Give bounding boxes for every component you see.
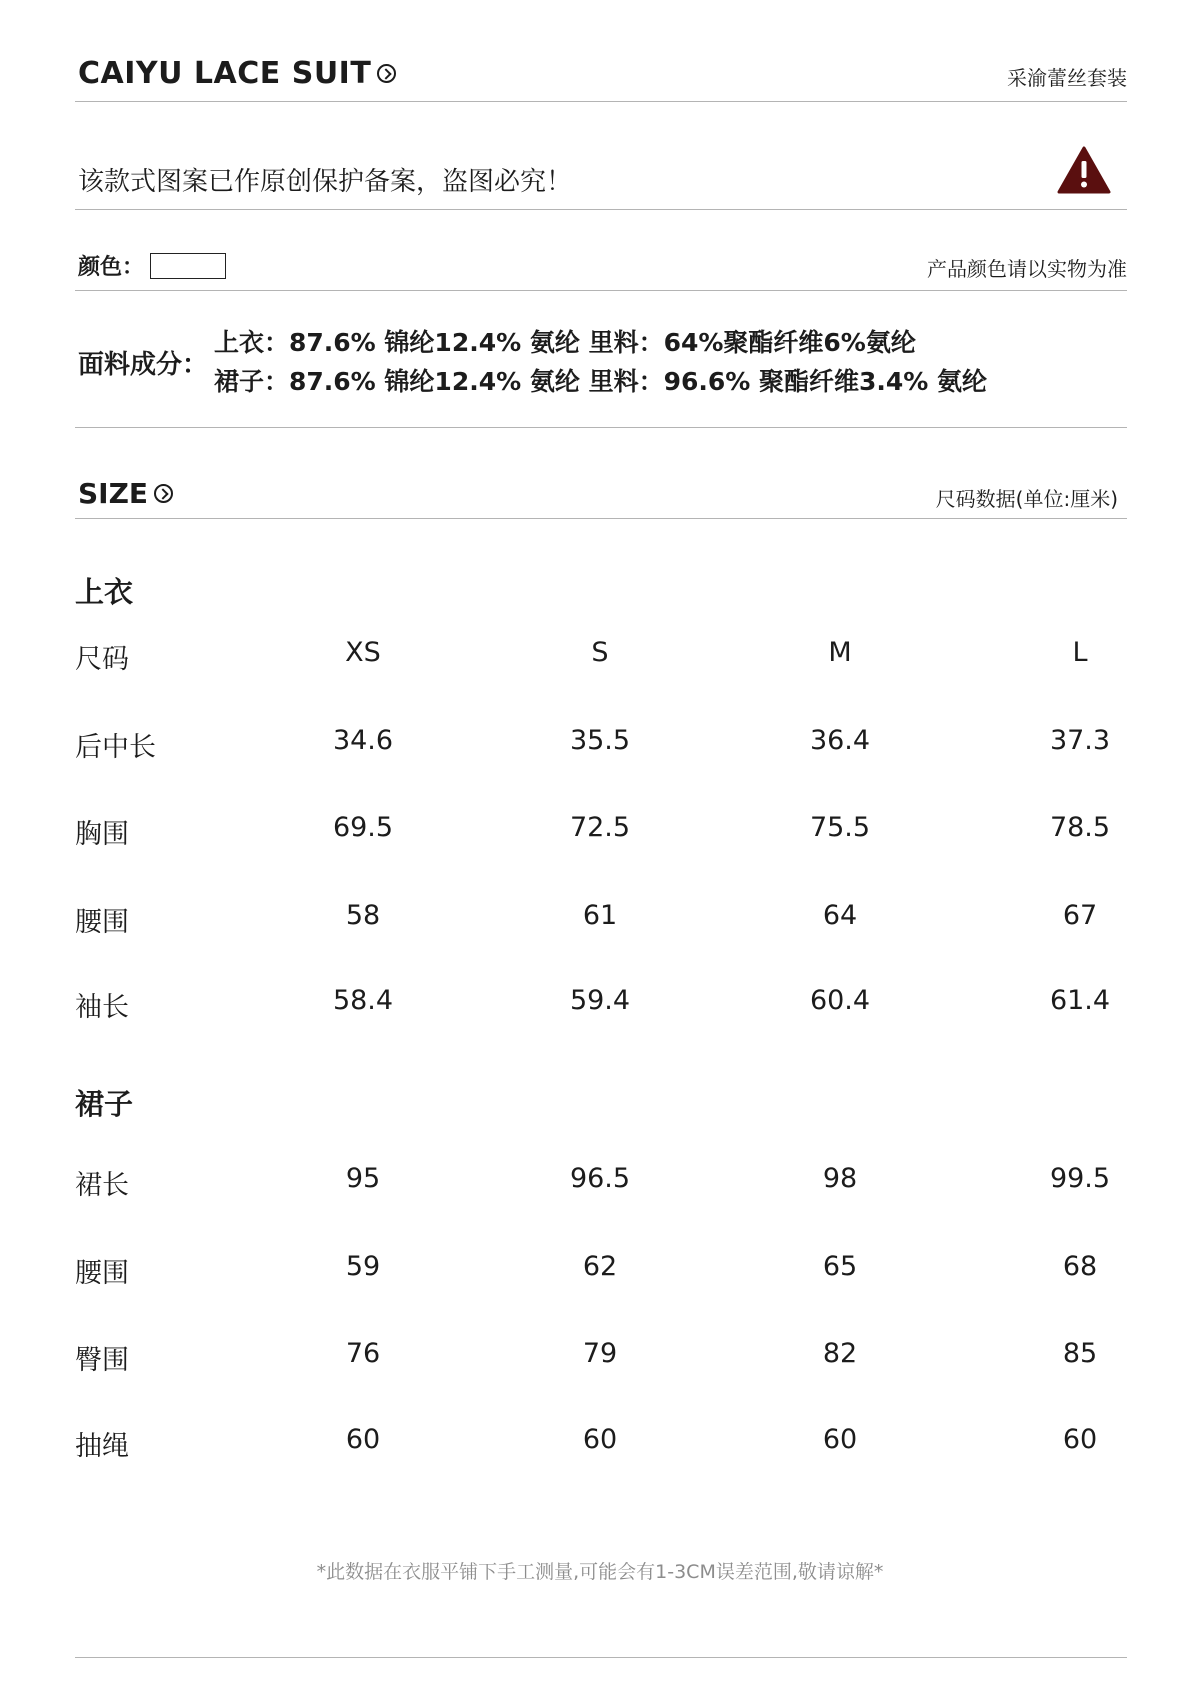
row-label: 后中长 — [75, 732, 156, 763]
divider — [75, 101, 1127, 102]
divider — [75, 290, 1127, 291]
cell-value: 60.4 — [809, 985, 871, 1016]
cell-value: 96.5 — [569, 1163, 631, 1194]
cell-value: 72.5 — [569, 812, 631, 843]
row-label: 袖长 — [75, 992, 129, 1023]
cell-value: 36.4 — [809, 725, 871, 756]
cell-value: 60 — [345, 1424, 381, 1455]
size-header-row — [75, 637, 1127, 677]
color-label: 颜色： — [78, 255, 145, 280]
row-label: 抽绳 — [75, 1431, 129, 1462]
cell-value: 60 — [822, 1424, 858, 1455]
row-label: 胸围 — [75, 819, 129, 850]
cell-value: 68 — [1062, 1251, 1098, 1282]
divider — [75, 209, 1127, 210]
cell-value: 82 — [822, 1338, 858, 1369]
cell-value: 60 — [1062, 1424, 1098, 1455]
cell-value: 61 — [582, 900, 618, 931]
cell-value: 60 — [582, 1424, 618, 1455]
row-label: 尺码 — [75, 644, 129, 675]
cell-value: 78.5 — [1049, 812, 1111, 843]
divider — [75, 427, 1127, 428]
cell-value: 69.5 — [332, 812, 394, 843]
table-row — [75, 725, 1127, 765]
cell-value: 76 — [345, 1338, 381, 1369]
fabric-line-top: 上衣：87.6% 锦纶12.4% 氨纶 里料：64%聚酯纤维6%氨纶 — [214, 328, 916, 357]
cell-value: 34.6 — [332, 725, 394, 756]
size-s: S — [591, 637, 609, 668]
row-label: 腰围 — [75, 1258, 129, 1289]
table-row — [75, 1338, 1127, 1378]
cell-value: 67 — [1062, 900, 1098, 931]
cell-value: 62 — [582, 1251, 618, 1282]
color-note: 产品颜色请以实物为准 — [927, 257, 1127, 281]
measurement-footnote: *此数据在衣服平铺下手工测量,可能会有1-3CM误差范围,敬请谅解* — [316, 1561, 884, 1583]
product-chinese-name: 采渝蕾丝套装 — [1007, 66, 1127, 90]
color-field — [78, 250, 226, 281]
table-row — [75, 1251, 1127, 1291]
divider — [75, 1657, 1127, 1658]
cell-value: 61.4 — [1049, 985, 1111, 1016]
cell-value: 59 — [345, 1251, 381, 1282]
copyright-notice: 该款式图案已作原创保护备案，盗图必究！ — [78, 167, 573, 197]
table-row — [75, 985, 1127, 1025]
table-row — [75, 1424, 1127, 1464]
cell-value: 37.3 — [1049, 725, 1111, 756]
cell-value: 58.4 — [332, 985, 394, 1016]
cell-value: 95 — [345, 1163, 381, 1194]
row-label: 腰围 — [75, 907, 129, 938]
unit-note: 尺码数据(单位:厘米) — [935, 487, 1118, 511]
table-row — [75, 1163, 1127, 1203]
section-title-skirt: 裙子 — [75, 1087, 134, 1121]
brand-name: CAIYU LACE SUIT — [78, 56, 372, 91]
cell-value: 75.5 — [809, 812, 871, 843]
row-label: 臀围 — [75, 1345, 129, 1376]
cell-value: 99.5 — [1049, 1163, 1111, 1194]
size-m: M — [828, 637, 852, 668]
brand-title — [78, 56, 396, 91]
row-label: 裙长 — [75, 1170, 129, 1201]
fabric-line-skirt: 裙子：87.6% 锦纶12.4% 氨纶 里料：96.6% 聚酯纤维3.4% 氨纶 — [214, 367, 988, 396]
color-swatch — [150, 253, 226, 279]
cell-value: 35.5 — [569, 725, 631, 756]
table-row — [75, 812, 1127, 852]
cell-value: 65 — [822, 1251, 858, 1282]
size-title-text: SIZE — [78, 477, 149, 510]
divider — [75, 518, 1127, 519]
cell-value: 58 — [345, 900, 381, 931]
size-xs: XS — [345, 637, 381, 668]
chevron-circle-icon — [154, 484, 173, 503]
fabric-label: 面料成分： — [78, 350, 209, 380]
size-l: L — [1072, 637, 1088, 668]
chevron-circle-icon — [377, 64, 396, 83]
cell-value: 85 — [1062, 1338, 1098, 1369]
cell-value: 98 — [822, 1163, 858, 1194]
size-title — [78, 477, 173, 510]
table-row — [75, 900, 1127, 940]
cell-value: 64 — [822, 900, 858, 931]
cell-value: 79 — [582, 1338, 618, 1369]
cell-value: 59.4 — [569, 985, 631, 1016]
section-title-top: 上衣 — [75, 575, 134, 609]
warning-triangle-icon — [1057, 146, 1111, 198]
